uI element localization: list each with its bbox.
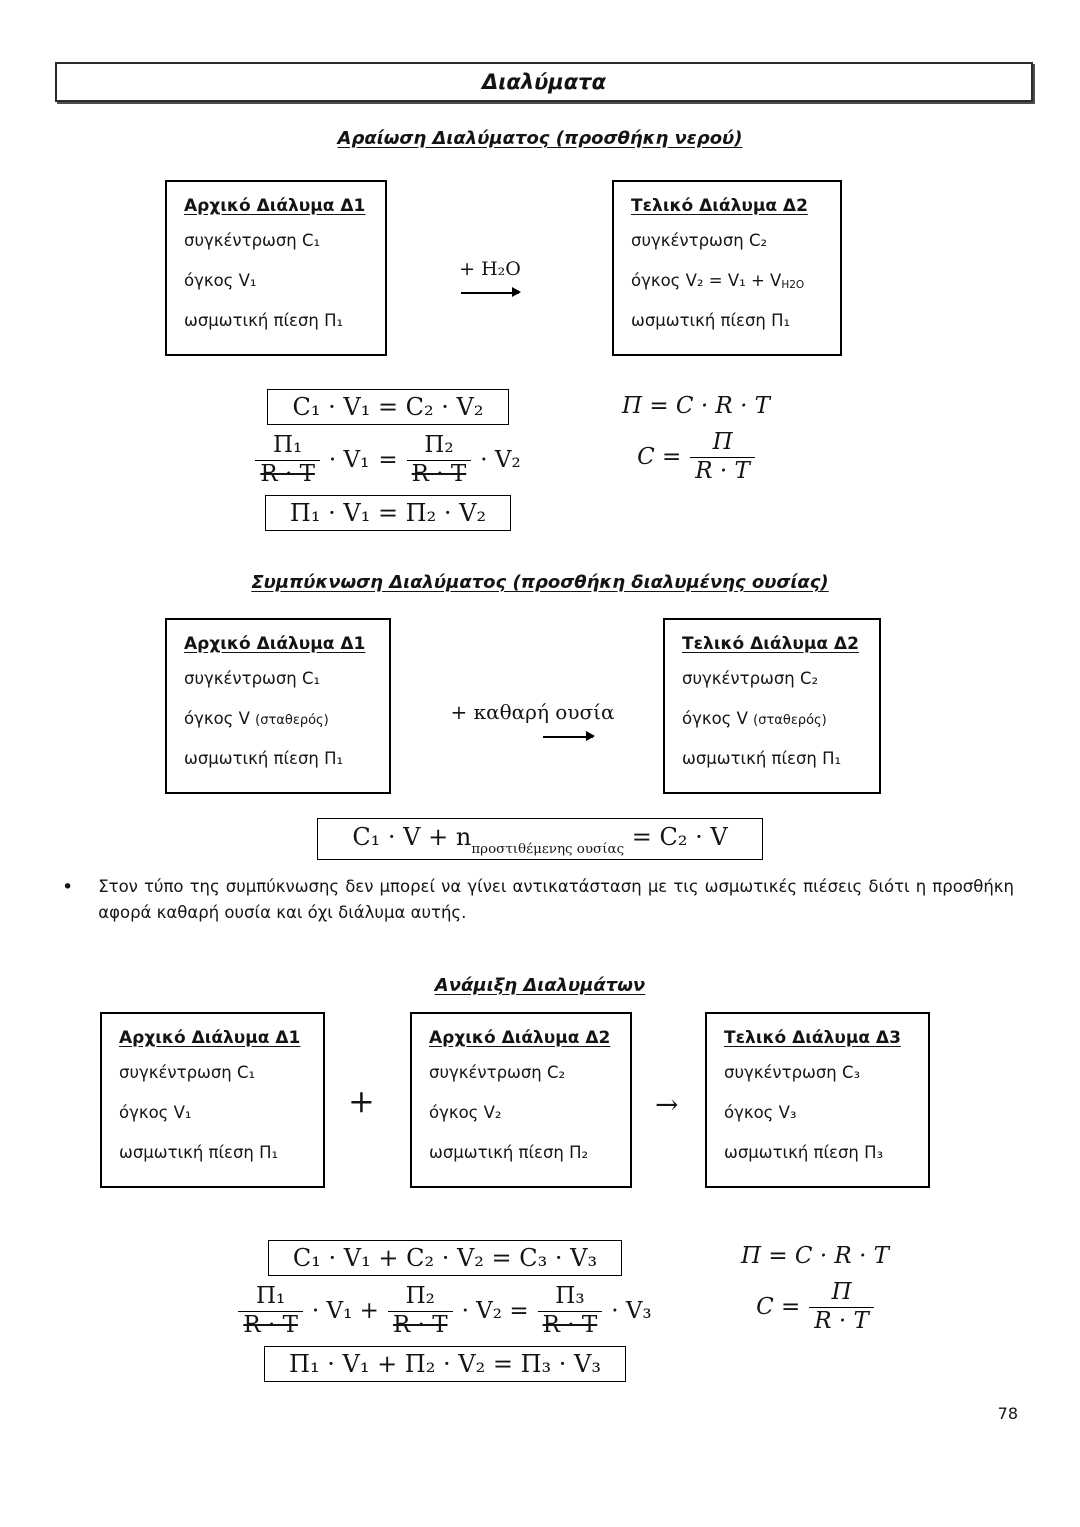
fraction-pi3-rt: $\frac{\text{Π₃}}{R \cdot T}$ xyxy=(538,1283,603,1339)
solution-box-initial-d1-conc xyxy=(165,618,391,794)
volume-expression: όγκος V₂ = V₁ + V xyxy=(631,271,782,290)
plus-pure-substance-label: + καθαρή ουσία xyxy=(450,700,615,724)
box-line-osmotic-pressure: ωσμωτική πίεση Π₁ xyxy=(682,749,842,768)
concentration-transition xyxy=(440,700,625,745)
box-line-osmotic-pressure: ωσμωτική πίεση Π₁ xyxy=(184,749,344,768)
formula-box-mixing-piv: Π₁ · V₁ + Π₂ · V₂ = Π₃ · V₃ xyxy=(264,1346,626,1382)
fraction-pi1-rt: $\frac{\text{Π₁}}{R \cdot T}$ xyxy=(238,1283,303,1339)
box-line-concentration: συγκέντρωση C₂ xyxy=(682,669,819,688)
box-title: Αρχικό Διάλυμα Δ1 xyxy=(119,1028,301,1048)
fraction-pi-rt: $\frac{\Pi}{R \cdot T}$ xyxy=(809,1279,874,1335)
mixing-arrow-icon: → xyxy=(655,1088,679,1121)
box-line-concentration: συγκέντρωση C₂ xyxy=(429,1063,566,1082)
solution-box-mix-d3 xyxy=(705,1012,930,1188)
volume-constant-note: (σταθερός) xyxy=(753,713,827,728)
plus-operator: + xyxy=(348,1082,375,1120)
box-line-concentration: συγκέντρωση C₁ xyxy=(119,1063,256,1082)
box-title: Αρχικό Διάλυμα Δ1 xyxy=(184,634,366,654)
fraction-pi-rt: $\frac{\Pi}{R \cdot T}$ xyxy=(690,429,755,485)
fraction-pi2-rt: $\frac{\text{Π₂}}{R \cdot T}$ xyxy=(388,1283,453,1339)
box-title: Αρχικό Διάλυμα Δ2 xyxy=(429,1028,611,1048)
box-line-volume: όγκος V₂ xyxy=(429,1103,502,1122)
formula-box-mixing-cv: C₁ · V₁ + C₂ · V₂ = C₃ · V₃ xyxy=(268,1240,622,1276)
box-line-volume: όγκος V₁ xyxy=(119,1103,192,1122)
right-arrow-icon xyxy=(543,736,593,738)
box-line-volume: όγκος V (σταθερός) xyxy=(184,709,329,728)
box-line-concentration: συγκέντρωση C₁ xyxy=(184,669,321,688)
box-line-volume xyxy=(631,271,823,290)
solution-box-final-d2 xyxy=(612,180,842,356)
section-heading-concentration: Συμπύκνωση Διαλύματος (προσθήκη διαλυμένης ουσίας) xyxy=(251,572,829,593)
concentration-conversion-formula: C = $\frac{\Pi}{R \cdot T}$ xyxy=(637,429,755,485)
box-line-osmotic-pressure: ωσμωτική πίεση Π₁ xyxy=(631,311,791,330)
box-title: Αρχικό Διάλυμα Δ1 xyxy=(184,196,366,216)
fraction-pi2-rt: $\frac{\text{Π₂}}{R \cdot T}$ xyxy=(407,432,472,488)
box-line-volume: όγκος V₃ xyxy=(724,1103,797,1122)
plus-h2o-label: + H₂O xyxy=(459,258,521,280)
mixing-formula-stack xyxy=(150,1240,740,1382)
osmotic-side-formulas-mixing xyxy=(715,1243,915,1335)
solution-box-mix-d1 xyxy=(100,1012,325,1188)
osmotic-law-formula: Π = C · R · T xyxy=(621,393,771,419)
fraction-formula-dilution: $\frac{\text{Π₁}}{R \cdot T}$ · V₁ = $\frac{\text{Π₂}}{R \cdot T}$ · V₂ xyxy=(255,432,520,488)
osmotic-law-formula: Π = C · R · T xyxy=(740,1243,890,1269)
note-text: Στον τύπο της συμπύκνωσης δεν μπορεί να γίνει αντικατάσταση με τις ωσμωτικές πιέσεις διότι η προσθήκη αφορά καθαρή ουσία και όχι διάλυμα αυτής. xyxy=(98,877,1014,922)
box-line-osmotic-pressure: ωσμωτική πίεση Π₃ xyxy=(724,1143,884,1162)
concentration-formula-row xyxy=(0,818,1080,860)
formula-box-pi1v1: Π₁ · V₁ = Π₂ · V₂ xyxy=(265,495,511,531)
box-line-concentration: συγκέντρωση C₂ xyxy=(631,231,768,250)
concentration-formula-box: $C_1 \cdot V + n_{\pi\rho o\sigma\tau\iota\theta έ\mu\varepsilon\nu\eta\varsigma o\upsilon\sigma ί\alpha\varsigma} = C_2 \cdot V$ xyxy=(317,818,762,860)
formula-box-c1v1: C₁ · V₁ = C₂ · V₂ xyxy=(267,389,508,425)
volume-constant-note: (σταθερός) xyxy=(255,713,329,728)
page-number: 78 xyxy=(997,1404,1018,1423)
box-line-concentration: συγκέντρωση C₁ xyxy=(184,231,321,250)
box-line-osmotic-pressure: ωσμωτική πίεση Π₁ xyxy=(119,1143,279,1162)
section-heading-mixing: Ανάμιξη Διαλυμάτων xyxy=(434,975,646,996)
solution-box-mix-d2 xyxy=(410,1012,632,1188)
box-line-concentration: συγκέντρωση C₃ xyxy=(724,1063,861,1082)
box-title: Τελικό Διάλυμα Δ3 xyxy=(724,1028,901,1048)
box-title: Τελικό Διάλυμα Δ2 xyxy=(682,634,859,654)
section-heading-dilution: Αραίωση Διαλύματος (προσθήκη νερού) xyxy=(337,128,743,149)
dilution-formula-stack xyxy=(182,389,594,531)
box-line-osmotic-pressure: ωσμωτική πίεση Π₂ xyxy=(429,1143,589,1162)
dilution-transition xyxy=(425,258,555,301)
note-row xyxy=(62,874,1014,926)
box-title: Τελικό Διάλυμα Δ2 xyxy=(631,196,808,216)
box-line-osmotic-pressure: ωσμωτική πίεση Π₁ xyxy=(184,311,344,330)
h2o-subscript: H2O xyxy=(781,279,805,291)
box-line-volume: όγκος V (σταθερός) xyxy=(682,709,827,728)
fraction-formula-mixing: $\frac{\text{Π₁}}{R \cdot T}$ · V₁ + $\frac{\text{Π₂}}{R \cdot T}$ · V₂ = $\frac{\text{Π₃}}{R \cdot T}$ · V₃ xyxy=(238,1283,651,1339)
bullet-icon: • xyxy=(62,876,74,898)
long-right-arrow-icon xyxy=(461,292,519,294)
concentration-conversion-formula: C = $\frac{\Pi}{R \cdot T}$ xyxy=(756,1279,874,1335)
page-title: Διαλύματα xyxy=(481,70,607,94)
solution-box-final-d2-conc xyxy=(663,618,881,794)
box-line-volume: όγκος V₁ xyxy=(184,271,257,290)
osmotic-side-formulas xyxy=(596,393,796,485)
added-substance-subscript: προστιθέμενης ουσίας xyxy=(471,841,625,857)
solution-box-initial-d1 xyxy=(165,180,387,356)
page-title-box xyxy=(55,62,1033,102)
fraction-pi1-rt: $\frac{\text{Π₁}}{R \cdot T}$ xyxy=(255,432,320,488)
